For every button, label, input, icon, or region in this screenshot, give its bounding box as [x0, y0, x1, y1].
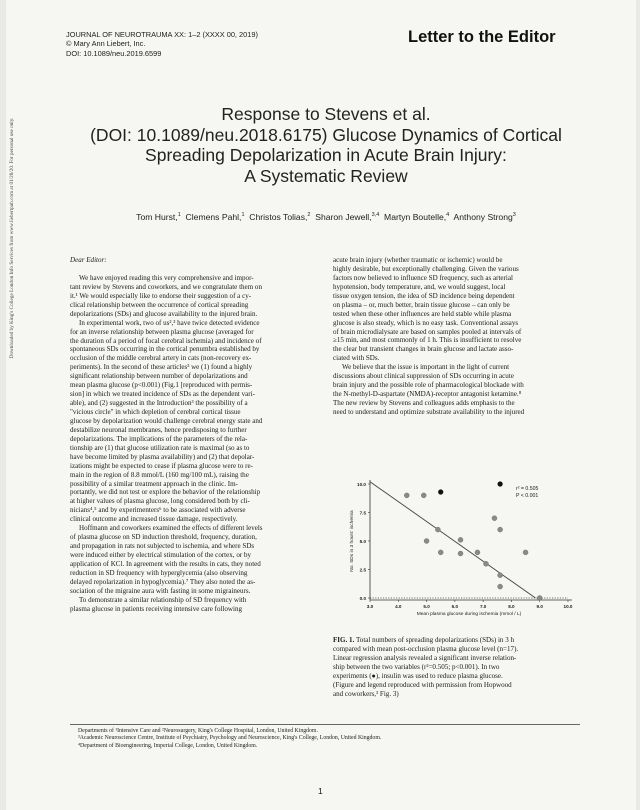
journal-header — [66, 30, 258, 58]
body-text-line: periments). In the second of these articles³ we (1) found a highly — [70, 363, 253, 372]
body-text-line: depolarizations (SDs) and glucose availability to the injured brain. — [70, 309, 258, 318]
author-affiliation: 4 — [446, 212, 450, 219]
author-name: Tom Hurst, — [136, 212, 178, 222]
body-text-line: sociation of the migraine aura with fasting in some migraineurs. — [70, 586, 251, 595]
y-axis-label: No. SDs in 3 hours' ischemia — [350, 510, 355, 572]
journal-citation: JOURNAL OF NEUROTRAUMA XX: 1–2 (XXXX 00, 2019) — [66, 30, 258, 39]
body-paragraphs-left — [70, 274, 327, 614]
body-text-line: izations might be expected to cease if plasma glucose were to re- — [70, 461, 253, 470]
body-text-line: "vicious circle" in which depletion of cerebral cortical tissue — [70, 408, 241, 416]
journal-page — [6, 0, 636, 810]
body-text-line: possibility of a similar treatment approach in the clinic. Im- — [70, 479, 238, 488]
body-text-line: tionship are (1) that glucose utilization rate is maximal (so as to — [70, 443, 250, 452]
body-text-line: significant relationship between number of depolarizations and — [70, 372, 248, 381]
body-text-line: have become limited by plasma availability) and (2) that depolar- — [70, 452, 255, 461]
section-label: Letter to the Editor — [408, 28, 556, 46]
body-text-line: of plasma glucose on SD induction threshold, frequency, duration, — [70, 533, 257, 542]
body-text-line: We have enjoyed reading this very comprehensive and impor- — [79, 273, 254, 282]
data-point-control — [435, 527, 440, 532]
body-text-line: highly desirable, but exceptionally challenging. Given the various — [333, 264, 519, 273]
x-tick-label: 3.0 — [366, 604, 374, 609]
data-point-control — [421, 493, 426, 498]
body-text-line: application of KCl. In agreement with the results in cats, they noted — [70, 559, 261, 568]
body-text-line: need to understand and optimize substrate availability to the injured — [333, 407, 525, 416]
data-point-control — [483, 561, 488, 566]
body-text-line: clical relationship between the occurrence of cortical spreading — [70, 300, 249, 309]
body-text-line: glucose by depolarization would challenge cerebral energy state and — [70, 416, 263, 425]
caption-line: Linear regression analysis revealed a significant inverse relation- — [333, 653, 517, 662]
figure-caption — [333, 636, 581, 699]
copyright-line: © Mary Ann Liebert, Inc. — [66, 39, 146, 49]
data-point-control — [498, 573, 503, 578]
data-point-insulin — [498, 481, 503, 486]
data-point-control — [458, 551, 463, 556]
author-list — [66, 212, 586, 222]
x-tick-label: 6.0 — [451, 604, 459, 609]
caption-line: compared with mean post-occlusion plasma glucose level (n=17). — [333, 644, 519, 653]
body-text-line: glucose is also steady, which is no easy task. Conventional assays — [333, 318, 519, 327]
y-tick-label: 5.0 — [359, 539, 366, 544]
page-number: 1 — [318, 786, 323, 796]
body-text-line: In experimental work, two of us²,³ have twice detected evidence — [79, 318, 260, 327]
body-text-line: spontaneous SDs occurring in the cortical penumbra established by — [70, 345, 260, 354]
body-text-line: ≥15 min, and most commonly of 1 h. This is insufficient to resolve — [333, 336, 522, 345]
body-text-line: of brain microdialysate are based on samples pooled at intervals of — [333, 327, 522, 336]
data-point-insulin — [438, 489, 443, 494]
data-point-control — [523, 550, 528, 555]
affiliations-footnote — [78, 728, 381, 750]
body-text-line: tested when these other influences are held stable while plasma — [333, 309, 512, 318]
body-text-line: the clear but transient changes in brain glucose and lactate asso- — [333, 345, 514, 354]
body-text-line: We believe that the issue is important in the light of current — [342, 363, 510, 372]
body-text-line: sion] in which we treated incidence of SDs as the dependent vari- — [70, 390, 255, 399]
caption-line: (Figure and legend reproduced with permission from Hopwood — [333, 680, 512, 689]
author-affiliation: 1 — [241, 212, 245, 219]
x-axis-label: Mean plasma glucose during ischemia (mmol / L) — [416, 612, 522, 617]
body-text-line: main in the region of 8.8 mmol/L (160 mg/100 mL), raising the — [70, 470, 249, 479]
y-tick-label: 2.5 — [359, 567, 366, 573]
body-text-line: it.¹ We would especially like to endorse their suggestion of a cy- — [70, 291, 252, 300]
y-tick-label: 0.0 — [359, 596, 366, 601]
body-text-line: able), and (2) suggested in the Introduction³ the possibility of a — [70, 399, 248, 408]
footnote-line: ³Academic Neuroscience Centre, Institute of Psychiatry, Psychology and Neuroscience, King's College, London, United Kingdom. — [78, 735, 382, 742]
body-column-right — [333, 256, 579, 417]
x-tick-label: 5.0 — [423, 604, 430, 609]
title-line: Response to Stevens et al. — [221, 104, 431, 124]
figure-1-scatter-chart — [338, 476, 580, 626]
author-name: Martyn Boutelle, — [384, 212, 447, 222]
data-point-control — [475, 550, 480, 555]
data-point-control — [404, 493, 409, 498]
doi-line: DOI: 10.1089/neu.2019.6599 — [66, 48, 162, 58]
body-text-line: The new review by Stevens and colleagues adds emphasis to the — [333, 399, 515, 407]
x-tick-label: 9.0 — [536, 604, 543, 609]
body-text-line: depolarizations. The implications of the parameters of the rela- — [70, 434, 248, 443]
body-paragraphs-right — [333, 256, 579, 417]
download-watermark: Downloaded by King's College London Info Services from www.liebertpub.com at 01/28/20. For personal use only. — [9, 117, 15, 359]
data-point-control — [498, 584, 503, 589]
body-text-line: plasma glucose in patients receiving intensive care following — [70, 604, 243, 613]
body-text-line: delayed repolarization in hypoglycemia).⁷ They also noted the as- — [70, 577, 256, 586]
body-text-line: for an inverse relationship between plasma glucose (averaged for — [70, 327, 254, 336]
x-tick-label: 10.0 — [563, 604, 573, 609]
footnote-line: Departments of ¹Intensive Care and ²Neurosurgery, King's College Hospital, London, United Kingdom. — [78, 728, 318, 734]
caption-line: and coworkers,³ Fig. 3) — [333, 689, 399, 698]
body-text-line: occlusion of the middle cerebral artery in cats (non-recovery ex- — [70, 354, 252, 363]
x-tick-label: 8.0 — [508, 604, 515, 609]
p-value-label: P < 0.001 — [516, 493, 539, 499]
regression-line — [370, 482, 535, 598]
article-title — [66, 104, 586, 186]
data-point-control — [492, 516, 497, 521]
body-text-line: clinical outcome and increased tissue damage, respectively. — [70, 515, 238, 524]
author-name: Sharon Jewell, — [315, 212, 372, 222]
body-text-line: mean plasma glucose (p<0.001) (Fig.1 [reproduced with permis- — [70, 381, 253, 390]
body-text-line: and propagation in rats not subjected to ischemia, and where SDs — [70, 542, 255, 551]
body-text-line: the duration of a period of focal cerebral ischemia) and incidence of — [70, 336, 262, 345]
body-column-left — [70, 256, 327, 614]
data-point-control — [537, 596, 542, 601]
title-line: Spreading Depolarization in Acute Brain Injury: — [145, 145, 507, 165]
caption-line: ship between the two variables (r²=0.505; p<0.001). In two — [333, 662, 500, 671]
body-text-line: portantly, we did not test or explore the behavior of the relationship — [70, 488, 261, 497]
body-text-line: at higher values of plasma glucose, long considered both by cli- — [70, 497, 250, 506]
footnote-line: ⁴Department of Bioengineering, Imperial College, London, United Kingdom. — [78, 742, 258, 749]
data-point-control — [498, 527, 503, 532]
body-text-line: ciated with SDs. — [333, 354, 380, 363]
y-tick-label: 7.5 — [359, 510, 366, 516]
body-text-line: destabilize neuronal membranes, hence predisposing to further — [70, 425, 247, 434]
body-text-line: brain injury and the possible role of pharmacological blockade with — [333, 381, 524, 390]
r-squared-label: r² = 0.505 — [516, 486, 539, 492]
body-text-line: factors now believed to influence SD frequency, such as arterial — [333, 273, 513, 282]
x-tick-label: 4.0 — [395, 604, 402, 609]
data-point-control — [458, 537, 463, 542]
salutation: Dear Editor: — [70, 256, 107, 264]
body-text-line: tissue oxygen tension, the idea of SD incidence being dependent — [333, 291, 515, 300]
data-point-control — [438, 550, 443, 555]
body-text-line: To demonstrate a similar relationship of SD frequency with — [79, 595, 247, 604]
body-text-line: tant review by Stevens and coworkers, and we congratulate them on — [70, 282, 262, 291]
body-text-line: hypotension, body temperature, and, we would suggest, local — [333, 282, 506, 291]
author-affiliation: 3,4 — [371, 212, 380, 219]
author-name: Anthony Strong — [453, 212, 513, 222]
body-text-line: Hoffmann and coworkers examined the effects of different levels — [79, 524, 263, 533]
title-line: A Systematic Review — [244, 165, 408, 186]
body-text-line: were induced either by electrical stimulation of the cortex, or by — [70, 551, 251, 559]
author-affiliation: 2 — [307, 212, 311, 219]
body-text-line: discussions about clinical suppression of SDs occurring in acute — [333, 372, 514, 381]
author-affiliation: 3 — [512, 212, 516, 219]
body-text-line: on plasma – or, much better, brain tissue glucose – can only be — [333, 300, 510, 309]
x-tick-label: 7.0 — [479, 604, 487, 609]
title-line: (DOI: 10.1089/neu.2018.6175) Glucose Dynamics of Cortical — [90, 124, 562, 145]
body-text-line: reduction in SD frequency with hyperglycemia (also observing — [70, 568, 248, 577]
data-point-control — [424, 539, 429, 544]
y-tick-label: 10.0 — [357, 482, 366, 487]
body-text-line: nicians⁴,⁵ and by experimenters⁶ to be associated with adverse — [70, 506, 246, 515]
body-text-line: the N-methyl-D-aspartate (NMDA)-receptor antagonist ketamine.⁸ — [333, 390, 522, 399]
caption-line: FIG. 1. Total numbers of spreading depolarizations (SDs) in 3 h — [333, 636, 515, 644]
author-affiliation: 1 — [177, 212, 181, 219]
author-name: Clemens Pahl, — [185, 212, 242, 222]
caption-line: experiments (●), insulin was used to reduce plasma glucose. — [333, 671, 503, 680]
body-text-line: acute brain injury (whether traumatic or ischemic) would be — [333, 256, 503, 264]
footnote-divider — [70, 724, 580, 725]
author-name: Christos Tolias, — [249, 212, 308, 222]
